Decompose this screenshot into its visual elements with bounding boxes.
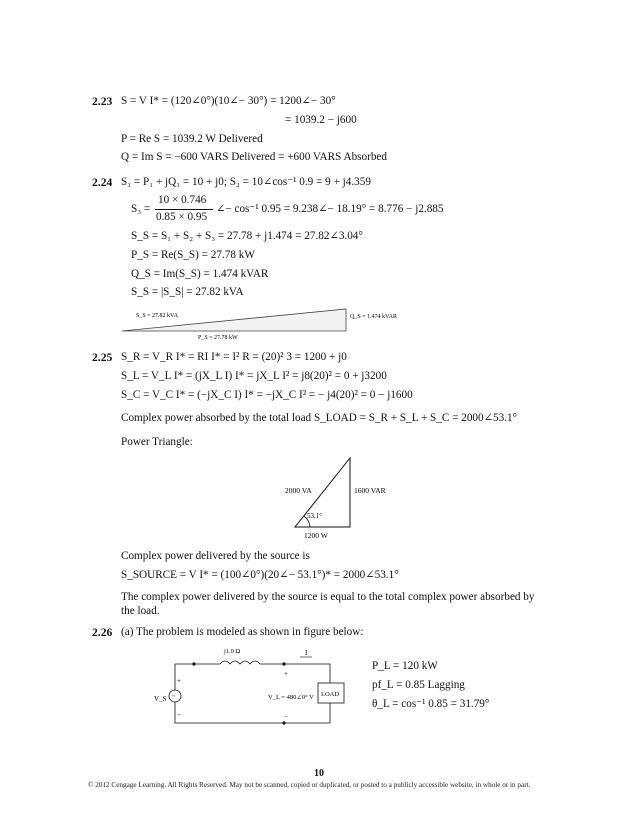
triangle-vert-label: 1600 VAR bbox=[354, 486, 386, 495]
triangle-hyp-label: S_S = 27.82 kVA bbox=[136, 313, 178, 319]
equation-2-24-line-1: S₁ = P₁ + jQ₁ = 10 + j0; S₂ = 10∠cos⁻¹ 0.9 = 9 + j4.359 bbox=[121, 176, 371, 188]
equation-2-24-s3-result: ∠− cos⁻¹ 0.95 = 9.238∠− 18.19° = 8.776 − j2.885 bbox=[216, 203, 444, 215]
wire-top-left bbox=[175, 664, 220, 691]
angle-label: 53.1° bbox=[307, 512, 323, 520]
given-pf: pf_L = 0.85 Lagging bbox=[372, 679, 465, 691]
equation-2-23-line-2: = 1039.2 − j600 bbox=[285, 114, 357, 126]
equation-2-25-line-6: Complex power delivered by the source is bbox=[121, 550, 310, 562]
page-number: 10 bbox=[314, 768, 324, 779]
impedance-label: j1.0 Ω bbox=[224, 648, 241, 655]
given-pl: P_L = 120 kW bbox=[372, 660, 438, 672]
load-plus: + bbox=[284, 670, 288, 678]
load-label: LOAD bbox=[321, 691, 340, 698]
equation-2-25-line-4: Complex power absorbed by the total load S_LOAD = S_R + S_L + S_C = 2000∠53.1° bbox=[121, 412, 518, 424]
triangle-base-label: P_S = 27.78 kW bbox=[198, 335, 238, 341]
equation-2-25-line-3: S_C = V_C I* = (−jX_C I) I* = −jX_C I² = − j4(20)² = 0 − j1600 bbox=[121, 389, 413, 401]
triangle-vert-label: Q_S = 1.474 kVAR bbox=[350, 314, 397, 320]
circuit-diagram bbox=[150, 643, 360, 728]
copyright-footer: © 2012 Cengage Learning. All Rights Reserved. May not be scanned, copied or duplicated, or posted to a publicly accessible website, in whole or in part. bbox=[88, 781, 531, 789]
equation-2-25-line-2: S_L = V_L I* = (jX_L I) I* = jX_L I² = j8(20)² = 0 + j3200 bbox=[121, 370, 387, 382]
equation-2-25-line-7: S_SOURCE = V I* = (100∠0°)(20∠− 53.1°)* = 2000∠53.1° bbox=[121, 569, 399, 581]
power-triangle-2-25 bbox=[270, 452, 420, 552]
fraction-bar bbox=[155, 209, 213, 210]
problem-number-2-25: 2.25 bbox=[92, 351, 113, 364]
wire-top-right bbox=[260, 664, 330, 683]
equation-2-24-line-ss: S_S = S₁ + S₂ + S₃ = 27.78 + j1.474 = 27.82∠3.04° bbox=[131, 230, 363, 242]
triangle-base-label: 1200 W bbox=[304, 531, 328, 540]
node-dot bbox=[192, 662, 195, 665]
source-minus: − bbox=[177, 711, 181, 719]
node-dot bbox=[282, 721, 285, 724]
equation-2-24-line-qs: Q_S = Im(S_S) = 1.474 kVAR bbox=[131, 268, 269, 280]
equation-2-24-line-mag: S_S = |S_S| = 27.82 kVA bbox=[131, 286, 244, 298]
equation-2-23-line-1: S = V I* = (120∠0°)(10∠− 30°) = 1200∠− 30° bbox=[121, 95, 336, 107]
problem-number-2-23: 2.23 bbox=[92, 95, 113, 108]
power-triangle-heading: Power Triangle: bbox=[121, 436, 193, 448]
triangle-hyp-label: 2000 VA bbox=[285, 486, 312, 495]
inductor-icon bbox=[220, 661, 260, 664]
source-tilde: ~ bbox=[172, 694, 176, 700]
equation-2-25-line-8: The complex power delivered by the source is equal to the total complex power absorbed by bbox=[121, 591, 535, 603]
given-theta: θ_L = cos⁻¹ 0.85 = 31.79° bbox=[372, 698, 490, 710]
problem-number-2-26: 2.26 bbox=[92, 626, 113, 639]
node-dot bbox=[282, 662, 285, 665]
wire-bottom bbox=[175, 701, 330, 723]
equation-2-24-line-ps: P_S = Re(S_S) = 27.78 kW bbox=[131, 249, 255, 261]
equation-2-24-fraction-denominator: 0.85 × 0.95 bbox=[156, 211, 208, 223]
equation-2-24-s3-label: S₃ = bbox=[131, 203, 151, 215]
load-voltage-label: V_L = 480∠0° V bbox=[268, 694, 314, 701]
load-minus: − bbox=[284, 713, 288, 721]
equation-2-25-line-9: the load. bbox=[121, 605, 160, 617]
equation-2-24-fraction-numerator: 10 × 0.746 bbox=[158, 194, 207, 206]
equation-2-25-line-1: S_R = V_R I* = RI I* = I² R = (20)² 3 = 1200 + j0 bbox=[121, 351, 347, 363]
equation-2-23-line-3: P = Re S = 1039.2 W Delivered bbox=[121, 133, 263, 145]
source-plus: + bbox=[177, 677, 181, 685]
equation-2-23-line-4: Q = Im S = −600 VARS Delivered = +600 VARS Absorbed bbox=[121, 151, 387, 163]
power-triangle-2-24 bbox=[118, 303, 397, 341]
current-label: I bbox=[305, 649, 308, 657]
problem-number-2-24: 2.24 bbox=[92, 176, 113, 189]
source-label: V_S bbox=[154, 695, 167, 703]
problem-2-26-intro: (a) The problem is modeled as shown in figure below: bbox=[121, 626, 364, 638]
